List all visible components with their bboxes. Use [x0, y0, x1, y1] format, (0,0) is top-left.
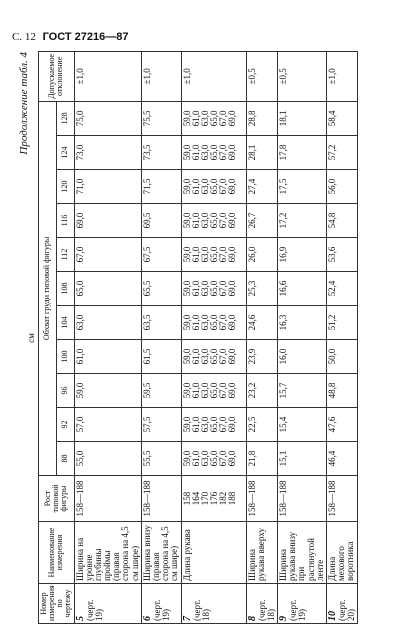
measurement-value: 65,0: [209, 110, 220, 127]
chest-size-header: 100: [56, 340, 74, 374]
chest-size-header: 104: [56, 306, 74, 340]
measurement-value: 63,0: [199, 212, 210, 229]
measurement-name: Длина мехового воротника: [326, 522, 358, 584]
measurement-value: 55,5: [141, 450, 152, 467]
value-cell: [181, 136, 246, 170]
row-number-cell: [181, 584, 246, 624]
drawing-reference: (черт. 18): [256, 599, 276, 621]
measurement-value: 61,0: [190, 144, 201, 161]
height-cell: [141, 476, 181, 522]
value-cell: [326, 170, 358, 204]
measurement-value: 16,3: [278, 314, 289, 331]
measurement-value: 69,5: [141, 212, 152, 229]
measurement-value: 71,0: [74, 178, 85, 195]
value-cell: [246, 238, 278, 272]
measurement-value: 57,2: [326, 144, 337, 161]
tolerance-value: ±1,0: [141, 51, 181, 101]
drawing-reference: (черт. 18): [191, 599, 211, 621]
measurement-value: 61,0: [74, 348, 85, 365]
measurement-value: 55,0: [74, 450, 85, 467]
measurement-value: 23,9: [246, 348, 257, 365]
height-cell: [326, 476, 358, 522]
col-header-row-num: Номер измерения по чертежу: [39, 584, 75, 624]
measurement-value: 61,0: [190, 246, 201, 263]
value-cell: [141, 340, 181, 374]
measurement-name: Ширина рукава внизу при растянутой ленте: [278, 522, 327, 584]
measurement-value: 65,0: [209, 212, 220, 229]
measurement-value: 61,0: [190, 280, 201, 297]
value-cell: [141, 238, 181, 272]
tolerance-value: ±0,5: [278, 51, 327, 101]
measurement-value: 63,0: [199, 110, 210, 127]
value-cell: [181, 170, 246, 204]
measurement-value: 59,0: [181, 144, 192, 161]
measurement-value: 65,0: [209, 178, 220, 195]
row-number: 5: [74, 616, 86, 621]
row-number-cell: [278, 584, 327, 624]
chest-size-header: 92: [56, 408, 74, 442]
measurement-value: 65,0: [209, 314, 220, 331]
measurement-value: 15,1: [278, 450, 289, 467]
value-cell: [246, 272, 278, 306]
measurement-value: 61,5: [141, 348, 152, 365]
value-cell: [246, 340, 278, 374]
measurement-value: 61,0: [190, 110, 201, 127]
measurement-value: 54,8: [326, 212, 337, 229]
measurement-value: 15,7: [278, 382, 289, 399]
measurement-value: 65,0: [209, 416, 220, 433]
measurement-value: 53,6: [326, 246, 337, 263]
measurement-value: 16,9: [278, 246, 289, 263]
measurement-value: 67,0: [218, 110, 229, 127]
measurement-value: 71,5: [141, 178, 152, 195]
value-cell: [326, 101, 358, 135]
measurement-value: 69,0: [227, 314, 238, 331]
measurement-value: 65,0: [209, 382, 220, 399]
measurement-value: 67,0: [218, 212, 229, 229]
measurement-value: 67,0: [218, 178, 229, 195]
measurement-value: 59,0: [181, 178, 192, 195]
measurement-value: 59,0: [74, 382, 85, 399]
measurement-value: 69,0: [227, 110, 238, 127]
value-cell: [74, 204, 141, 238]
measurement-value: 59,5: [141, 382, 152, 399]
height-value: 158: [181, 491, 192, 506]
row-number-cell: [141, 584, 181, 624]
height-value: 164: [190, 491, 201, 506]
height-value: 188: [227, 491, 238, 506]
measurement-value: 63,0: [199, 246, 210, 263]
measurement-value: 65,0: [209, 348, 220, 365]
chest-size-header: 108: [56, 272, 74, 306]
measurement-value: 59,0: [181, 110, 192, 127]
value-cell: [141, 170, 181, 204]
col-header-tolerance: Допускаемое отклонение: [39, 51, 75, 101]
value-cell: [74, 272, 141, 306]
height-cell: [74, 476, 141, 522]
measurement-value: 63,0: [199, 280, 210, 297]
value-cell: [74, 101, 141, 135]
height-value: 158—188: [141, 480, 152, 517]
height-value: 176: [209, 491, 220, 506]
measurement-value: 51,2: [326, 314, 337, 331]
page-number: 12: [24, 31, 36, 43]
measurement-value: 65,5: [141, 280, 152, 297]
measurement-value: 67,0: [218, 416, 229, 433]
height-cell: [246, 476, 278, 522]
measurement-value: 69,0: [227, 450, 238, 467]
measurement-value: 47,6: [326, 416, 337, 433]
measurement-value: 67,0: [218, 314, 229, 331]
value-cell: [181, 204, 246, 238]
measurement-value: 21,8: [246, 450, 257, 467]
value-cell: [141, 204, 181, 238]
value-cell: [181, 408, 246, 442]
value-cell: [278, 238, 327, 272]
height-value: 158—188: [74, 480, 85, 517]
value-cell: [181, 238, 246, 272]
page-prefix: С.: [12, 31, 23, 43]
height-value: 158—188: [326, 480, 337, 517]
value-cell: [326, 136, 358, 170]
measurement-value: 67,0: [218, 144, 229, 161]
measurement-value: 59,0: [181, 348, 192, 365]
height-cell: [278, 476, 327, 522]
height-value: 158—188: [246, 480, 257, 517]
row-number-cell: [246, 584, 278, 624]
value-cell: [278, 340, 327, 374]
measurement-value: 27,4: [246, 178, 257, 195]
standard-designation: ГОСТ 27216—87: [42, 31, 129, 43]
value-cell: [74, 408, 141, 442]
measurement-value: 69,0: [227, 178, 238, 195]
measurement-value: 58,4: [326, 110, 337, 127]
drawing-reference: (черт. 19): [288, 599, 308, 621]
table-row: [326, 51, 358, 623]
table-row: [278, 51, 327, 623]
value-cell: [141, 306, 181, 340]
height-value: 170: [199, 491, 210, 506]
measurement-value: 63,0: [199, 382, 210, 399]
measurement-value: 59,0: [181, 212, 192, 229]
value-cell: [141, 442, 181, 476]
measurement-value: 46,4: [326, 450, 337, 467]
value-cell: [246, 374, 278, 408]
unit-label: см: [26, 333, 36, 343]
value-cell: [246, 136, 278, 170]
value-cell: [141, 272, 181, 306]
value-cell: [326, 340, 358, 374]
measurement-value: 26,0: [246, 246, 257, 263]
measurement-value: 67,5: [141, 246, 152, 263]
chest-size-header: 88: [56, 442, 74, 476]
measurement-name: Длина рукава: [181, 522, 246, 584]
row-number: 7: [181, 616, 193, 621]
measurement-value: 67,0: [218, 382, 229, 399]
value-cell: [74, 238, 141, 272]
value-cell: [141, 136, 181, 170]
value-cell: [74, 136, 141, 170]
measurement-value: 61,0: [190, 314, 201, 331]
value-cell: [74, 340, 141, 374]
measurement-value: 61,0: [190, 382, 201, 399]
row-number-cell: [74, 584, 141, 624]
measurement-value: 69,0: [227, 246, 238, 263]
measurement-value: 28,1: [246, 144, 257, 161]
row-number-cell: [326, 584, 358, 624]
value-cell: [326, 442, 358, 476]
measurement-value: 67,0: [218, 450, 229, 467]
chest-size-header: 124: [56, 136, 74, 170]
measurement-value: 65,0: [209, 280, 220, 297]
rotated-table-block: [18, 52, 404, 624]
table-row: [181, 51, 246, 623]
chest-size-header: 112: [56, 238, 74, 272]
measurement-value: 16,6: [278, 280, 289, 297]
measurement-value: 63,5: [141, 314, 152, 331]
value-cell: [278, 272, 327, 306]
measurements-table: [38, 51, 358, 624]
measurement-value: 52,4: [326, 280, 337, 297]
value-cell: [278, 408, 327, 442]
measurement-value: 67,0: [74, 246, 85, 263]
value-cell: [278, 136, 327, 170]
measurement-value: 59,0: [181, 416, 192, 433]
value-cell: [181, 272, 246, 306]
value-cell: [326, 238, 358, 272]
drawing-reference: (черт. 19): [152, 599, 172, 621]
measurement-name: Ширина на уровне глубины проймы (правая сторона на 4,5 см шире): [74, 522, 141, 584]
row-number: 10: [326, 611, 338, 621]
value-cell: [246, 408, 278, 442]
measurement-value: 69,0: [227, 416, 238, 433]
measurement-value: 17,8: [278, 144, 289, 161]
measurement-value: 61,0: [190, 212, 201, 229]
measurement-value: 65,0: [74, 280, 85, 297]
measurement-value: 75,0: [74, 110, 85, 127]
drawing-reference: (черт. 20): [337, 599, 357, 621]
measurement-value: 59,0: [181, 280, 192, 297]
drawing-reference: (черт. 19): [84, 599, 104, 621]
measurement-value: 22,5: [246, 416, 257, 433]
page-header: [12, 31, 129, 43]
measurement-value: 69,0: [227, 144, 238, 161]
measurement-value: 61,0: [190, 178, 201, 195]
measurement-value: 25,3: [246, 280, 257, 297]
measurement-value: 24,6: [246, 314, 257, 331]
measurement-value: 59,0: [181, 382, 192, 399]
height-cell: [181, 476, 246, 522]
measurement-value: 56,0: [326, 178, 337, 195]
col-header-height: Рост типовой фигуры: [39, 476, 75, 522]
measurement-value: 67,0: [218, 246, 229, 263]
row-number: 8: [246, 616, 258, 621]
measurement-value: 57,0: [74, 416, 85, 433]
table-row: [141, 51, 181, 623]
value-cell: [278, 170, 327, 204]
value-cell: [246, 306, 278, 340]
measurement-value: 75,5: [141, 110, 152, 127]
chest-size-header: 128: [56, 101, 74, 135]
measurement-value: 15,4: [278, 416, 289, 433]
table-caption: Продолжение табл. 4: [18, 52, 30, 155]
value-cell: [326, 374, 358, 408]
row-number: 9: [278, 616, 290, 621]
value-cell: [278, 204, 327, 238]
value-cell: [326, 272, 358, 306]
measurement-value: 57,5: [141, 416, 152, 433]
value-cell: [278, 442, 327, 476]
value-cell: [326, 408, 358, 442]
table-row: [74, 51, 141, 623]
measurement-name: Ширина рукава вверху: [246, 522, 278, 584]
value-cell: [74, 374, 141, 408]
tolerance-value: ±1,0: [74, 51, 141, 101]
measurement-value: 59,0: [181, 450, 192, 467]
measurement-value: 69,0: [227, 280, 238, 297]
measurement-value: 65,0: [209, 450, 220, 467]
value-cell: [246, 170, 278, 204]
measurement-value: 28,8: [246, 110, 257, 127]
value-cell: [326, 306, 358, 340]
measurement-value: 50,0: [326, 348, 337, 365]
height-value: 182: [218, 491, 229, 506]
value-cell: [278, 306, 327, 340]
measurement-value: 73,0: [74, 144, 85, 161]
measurement-value: 17,2: [278, 212, 289, 229]
measurement-value: 61,0: [190, 348, 201, 365]
value-cell: [181, 374, 246, 408]
measurement-value: 18,1: [278, 110, 289, 127]
tolerance-value: ±0,5: [246, 51, 278, 101]
measurement-value: 63,0: [199, 178, 210, 195]
measurement-value: 59,0: [181, 314, 192, 331]
value-cell: [141, 374, 181, 408]
measurement-value: 63,0: [199, 450, 210, 467]
value-cell: [326, 204, 358, 238]
measurement-value: 63,0: [199, 348, 210, 365]
value-cell: [181, 101, 246, 135]
measurement-value: 61,0: [190, 450, 201, 467]
value-cell: [246, 101, 278, 135]
measurement-value: 16,0: [278, 348, 289, 365]
value-cell: [74, 170, 141, 204]
chest-size-header: 120: [56, 170, 74, 204]
row-number: 6: [141, 616, 153, 621]
measurement-value: 61,0: [190, 416, 201, 433]
value-cell: [74, 442, 141, 476]
value-cell: [181, 340, 246, 374]
measurement-value: 73,5: [141, 144, 152, 161]
chest-size-header: 116: [56, 204, 74, 238]
measurement-value: 67,0: [218, 280, 229, 297]
col-header-name: Наименование измерения: [39, 522, 75, 584]
measurement-value: 26,7: [246, 212, 257, 229]
measurement-value: 69,0: [227, 348, 238, 365]
measurement-value: 69,0: [227, 212, 238, 229]
value-cell: [246, 204, 278, 238]
tolerance-value: ±1,0: [181, 51, 246, 101]
measurement-value: 63,0: [199, 416, 210, 433]
value-cell: [141, 408, 181, 442]
measurement-value: 67,0: [218, 348, 229, 365]
measurement-value: 63,0: [74, 314, 85, 331]
value-cell: [246, 442, 278, 476]
measurement-value: 69,0: [74, 212, 85, 229]
measurement-value: 65,0: [209, 144, 220, 161]
measurement-value: 23,2: [246, 382, 257, 399]
measurement-value: 17,5: [278, 178, 289, 195]
value-cell: [181, 306, 246, 340]
measurement-value: 59,0: [181, 246, 192, 263]
measurement-value: 63,0: [199, 314, 210, 331]
chest-size-header: 96: [56, 374, 74, 408]
measurement-value: 48,8: [326, 382, 337, 399]
col-header-chest-group: Обхват груди типовой фигуры: [39, 101, 57, 475]
height-value: 158—188: [278, 480, 289, 517]
tolerance-value: ±1,0: [326, 51, 358, 101]
measurement-value: 69,0: [227, 382, 238, 399]
measurement-value: 65,0: [209, 246, 220, 263]
value-cell: [74, 306, 141, 340]
table-row: [246, 51, 278, 623]
measurement-value: 63,0: [199, 144, 210, 161]
value-cell: [141, 101, 181, 135]
value-cell: [278, 101, 327, 135]
value-cell: [278, 374, 327, 408]
value-cell: [181, 442, 246, 476]
measurement-name: Ширина внизу (правая сторона на 4,5 см шире): [141, 522, 181, 584]
